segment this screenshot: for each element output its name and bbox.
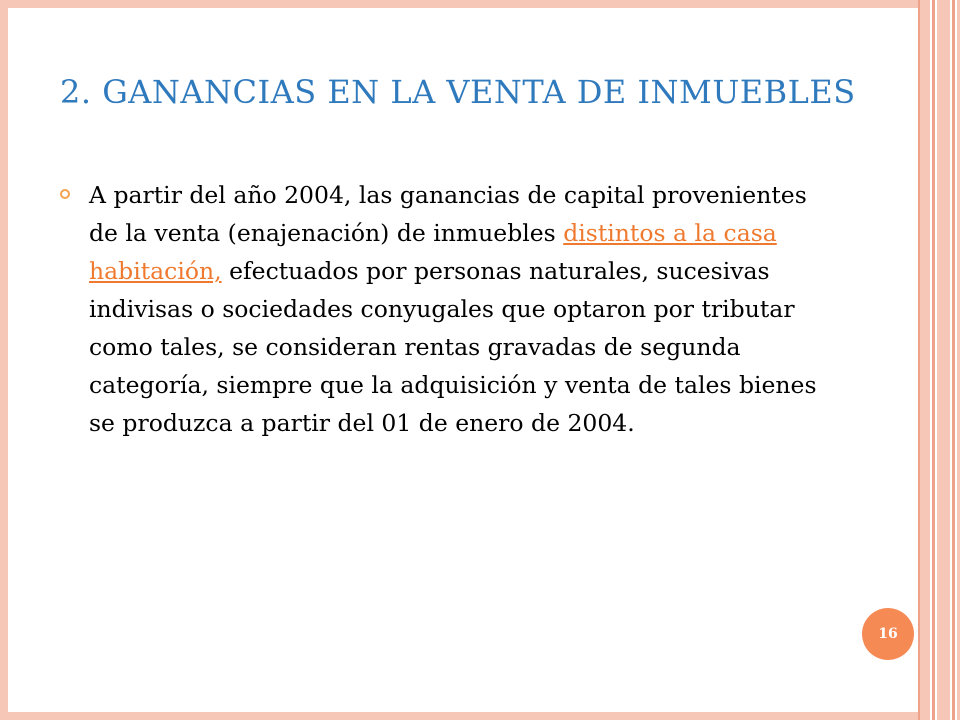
frame-top-border	[0, 0, 920, 8]
bullet-item	[60, 176, 840, 442]
page-number-badge	[862, 608, 914, 660]
decorative-stripe	[920, 0, 930, 720]
bullet-text-start: A partir del año 2004, las ganancias de capital provenientes de la venta (enajenación) de inmuebles	[89, 181, 807, 247]
page-number: 16	[878, 626, 898, 642]
bullet-circle-icon	[60, 189, 70, 199]
casa-habitacion-link[interactable]: distintos a la casa habitación,	[89, 219, 777, 285]
decorative-stripe	[932, 0, 935, 720]
frame-bottom-border	[0, 712, 920, 720]
bullet-list	[60, 176, 840, 442]
frame-left-border	[0, 0, 8, 720]
slide-title: 2. GANANCIAS EN LA VENTA DE INMUEBLES	[60, 73, 856, 111]
decorative-stripe	[952, 0, 955, 720]
bullet-text-end: efectuados por personas naturales, sucesivas indivisas o sociedades conyugales que optaron por tributar como tales, se consideran rentas gravadas de segunda categoría, siempre que la adquisición y venta de tales bienes se produzca a partir del 01 de enero de 2004.	[89, 257, 817, 437]
decorative-stripe	[937, 0, 950, 720]
